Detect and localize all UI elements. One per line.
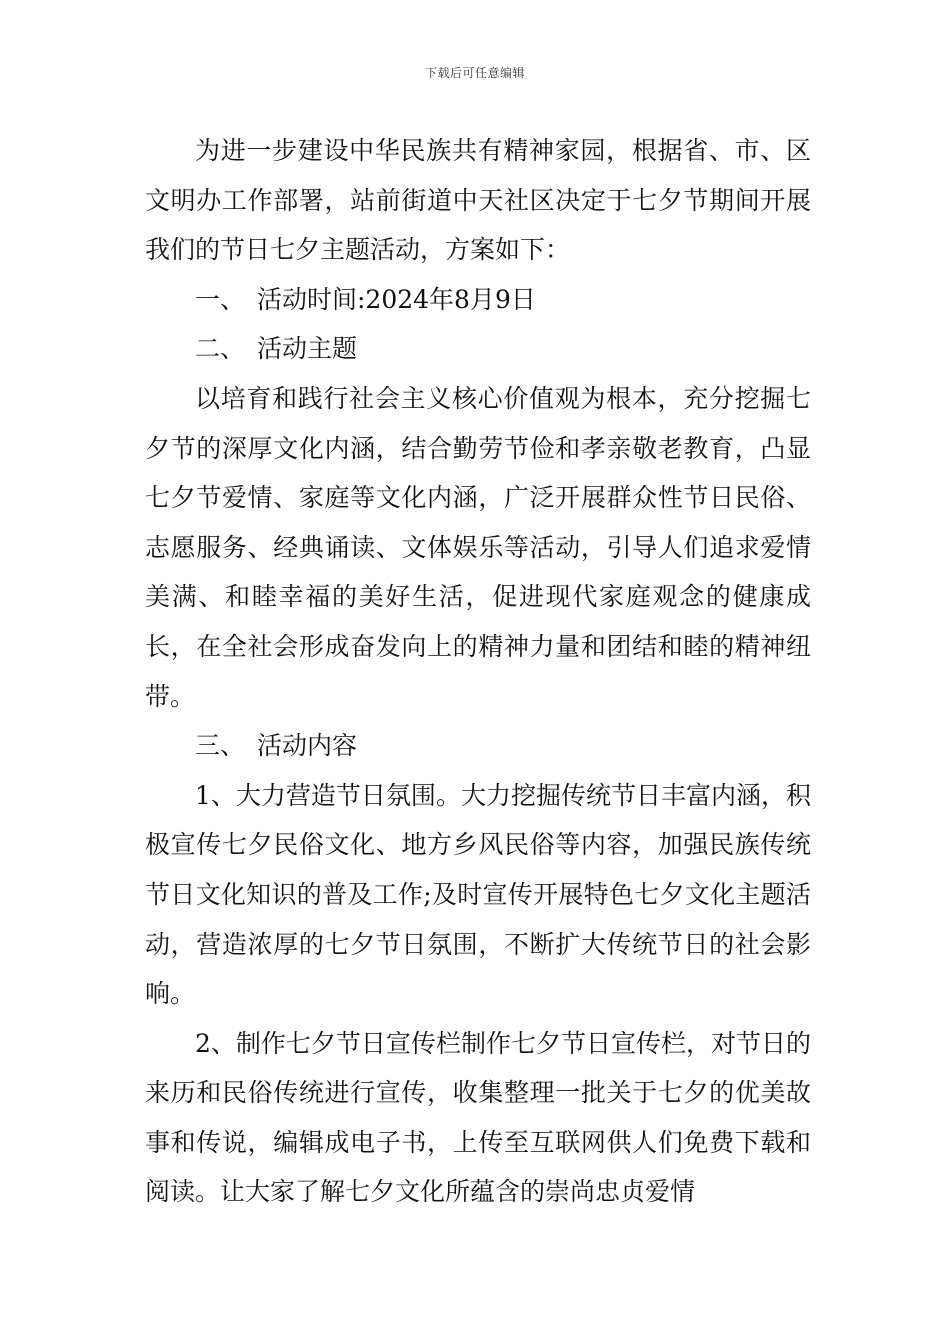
theme-paragraph: 以培育和践行社会主义核心价值观为根本，充分挖掘七夕节的深厚文化内涵，结合勤劳节俭和孝亲敬老教育，凸显七夕节爱情、家庭等文化内涵，广泛开展群众性节日民俗、志愿服务、经典诵读、文体娱乐等活动，引导人们追求爱情美满、和睦幸福的美好生活，促进现代家庭观念的健康成长，在全社会形成奋发向上的精神力量和团结和睦的精神纽带。	[145, 383, 811, 711]
intro-paragraph: 为进一步建设中华民族共有精神家园，根据省、市、区文明办工作部署，站前街道中天社区决定于七夕节期间开展我们的节日七夕主题活动，方案如下：	[145, 136, 811, 265]
section-number: 一、	[195, 284, 246, 314]
section-number: 二、	[195, 334, 246, 364]
section-heading-time	[145, 275, 811, 325]
section-title: 活动内容	[257, 731, 358, 761]
section-heading-theme	[145, 324, 811, 374]
content-item-2: 2、制作七夕节日宣传栏制作七夕节日宣传栏，对节日的来历和民俗传统进行宣传，收集整理一批关于七夕的优美故事和传说，编辑成电子书，上传至互联网供人们免费下载和阅读。让大家了解七夕文化所蕴含的崇尚忠贞爱情	[145, 1028, 811, 1207]
section-heading-content	[145, 721, 811, 771]
content-item-1: 1、大力营造节日氛围。大力挖掘传统节日丰富内涵，积极宣传七夕民俗文化、地方乡风民俗等内容，加强民族传统节日文化知识的普及工作;及时宣传开展特色七夕文化主题活动，营造浓厚的七夕节日氛围，不断扩大传统节日的社会影响。	[145, 780, 811, 1009]
document-body	[145, 126, 811, 1217]
page-header: 下载后可任意编辑	[424, 66, 525, 80]
section-title: 活动主题	[257, 334, 358, 364]
section-number: 三、	[195, 731, 246, 761]
section-title: 活动时间:2024年8月9日	[257, 284, 536, 314]
